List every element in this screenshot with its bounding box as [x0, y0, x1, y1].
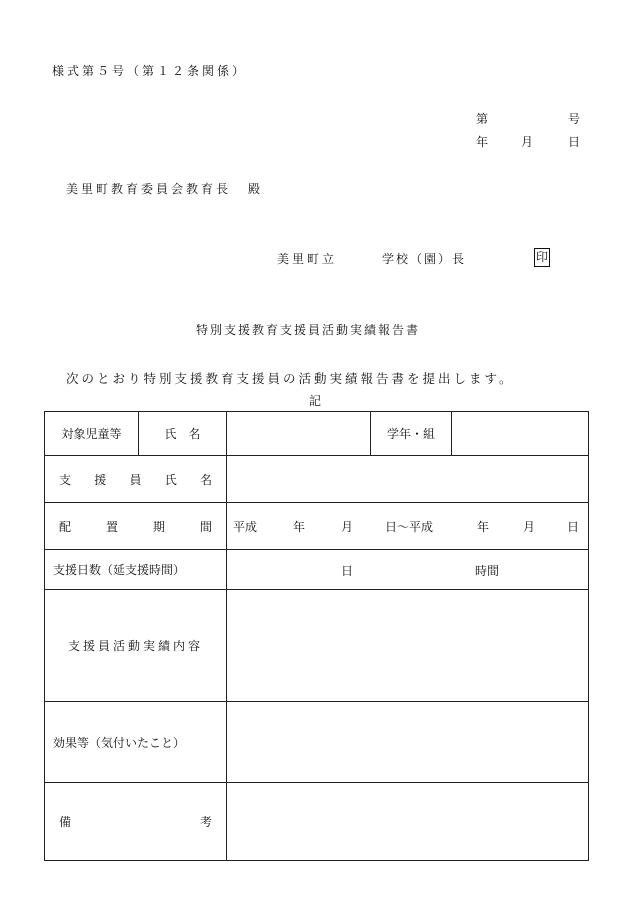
staff-name-char: 支 — [59, 472, 72, 487]
staff-name-field[interactable] — [227, 456, 589, 503]
table-row-student — [45, 412, 589, 456]
period-field[interactable] — [227, 503, 589, 550]
hours-unit: 時間 — [475, 563, 500, 578]
staff-name-char: 氏 — [164, 472, 177, 487]
table-row-period — [45, 503, 589, 550]
sender-town: 美里町立 — [277, 252, 338, 266]
activity-label: 支援員活動実績内容 — [45, 590, 227, 702]
date-day-label: 日 — [568, 135, 581, 149]
staff-name-label — [45, 456, 227, 503]
staff-name-char: 名 — [199, 472, 212, 487]
intro-text: 次のとおり特別支援教育支援員の活動実績報告書を提出します。 — [66, 371, 515, 386]
staff-name-char: 員 — [129, 472, 142, 487]
table-row-remarks — [45, 783, 589, 861]
staff-name-char: 援 — [94, 472, 107, 487]
student-name-label: 氏 名 — [139, 412, 227, 456]
period-char: 期 — [152, 519, 165, 534]
form-number: 様式第５号（第１２条関係） — [52, 64, 248, 78]
date-month-label: 月 — [521, 135, 534, 149]
table-row-effect — [45, 702, 589, 783]
period-month2: 月 — [523, 520, 536, 534]
period-year1: 年 — [293, 520, 306, 534]
remarks-char: 考 — [199, 815, 212, 829]
ki-heading: 記 — [309, 394, 322, 408]
grade-class-label: 学年・組 — [371, 412, 452, 456]
period-day2: 日 — [567, 520, 580, 534]
support-days-field[interactable] — [227, 550, 589, 590]
activity-field[interactable] — [227, 590, 589, 702]
period-day-to: 日～平成 — [385, 520, 434, 534]
period-char: 配 — [59, 519, 72, 534]
report-table — [44, 411, 589, 861]
date-year-label: 年 — [476, 135, 489, 149]
remarks-label — [45, 783, 227, 861]
document-number-prefix: 第 — [476, 112, 489, 126]
table-row-activity — [45, 590, 589, 702]
remarks-char: 備 — [59, 815, 72, 829]
student-name-field[interactable] — [227, 412, 371, 456]
table-row-staff-name — [45, 456, 589, 503]
document-title: 特別支援教育支援員活動実績報告書 — [196, 323, 421, 337]
support-days-label: 支援日数（延支援時間） — [45, 550, 227, 590]
period-char: 置 — [105, 519, 118, 534]
period-year2: 年 — [477, 520, 490, 534]
period-char: 間 — [199, 519, 212, 534]
period-label — [45, 503, 227, 550]
table-row-days — [45, 550, 589, 590]
document-number-suffix: 号 — [568, 112, 581, 126]
effect-label: 効果等（気付いたこと） — [45, 702, 227, 783]
period-era-start: 平成 — [233, 520, 258, 534]
seal-mark: 印 — [534, 248, 550, 267]
remarks-field[interactable] — [227, 783, 589, 861]
grade-class-field[interactable] — [452, 412, 589, 456]
sender-school-title: 学校（園）長 — [382, 252, 467, 266]
effect-field[interactable] — [227, 702, 589, 783]
addressee-honorific: 殿 — [248, 182, 261, 196]
student-label: 対象児童等 — [45, 412, 139, 456]
days-unit: 日 — [341, 563, 354, 578]
addressee-name: 美里町教育委員会教育長 — [66, 182, 232, 196]
period-month1: 月 — [341, 520, 354, 534]
